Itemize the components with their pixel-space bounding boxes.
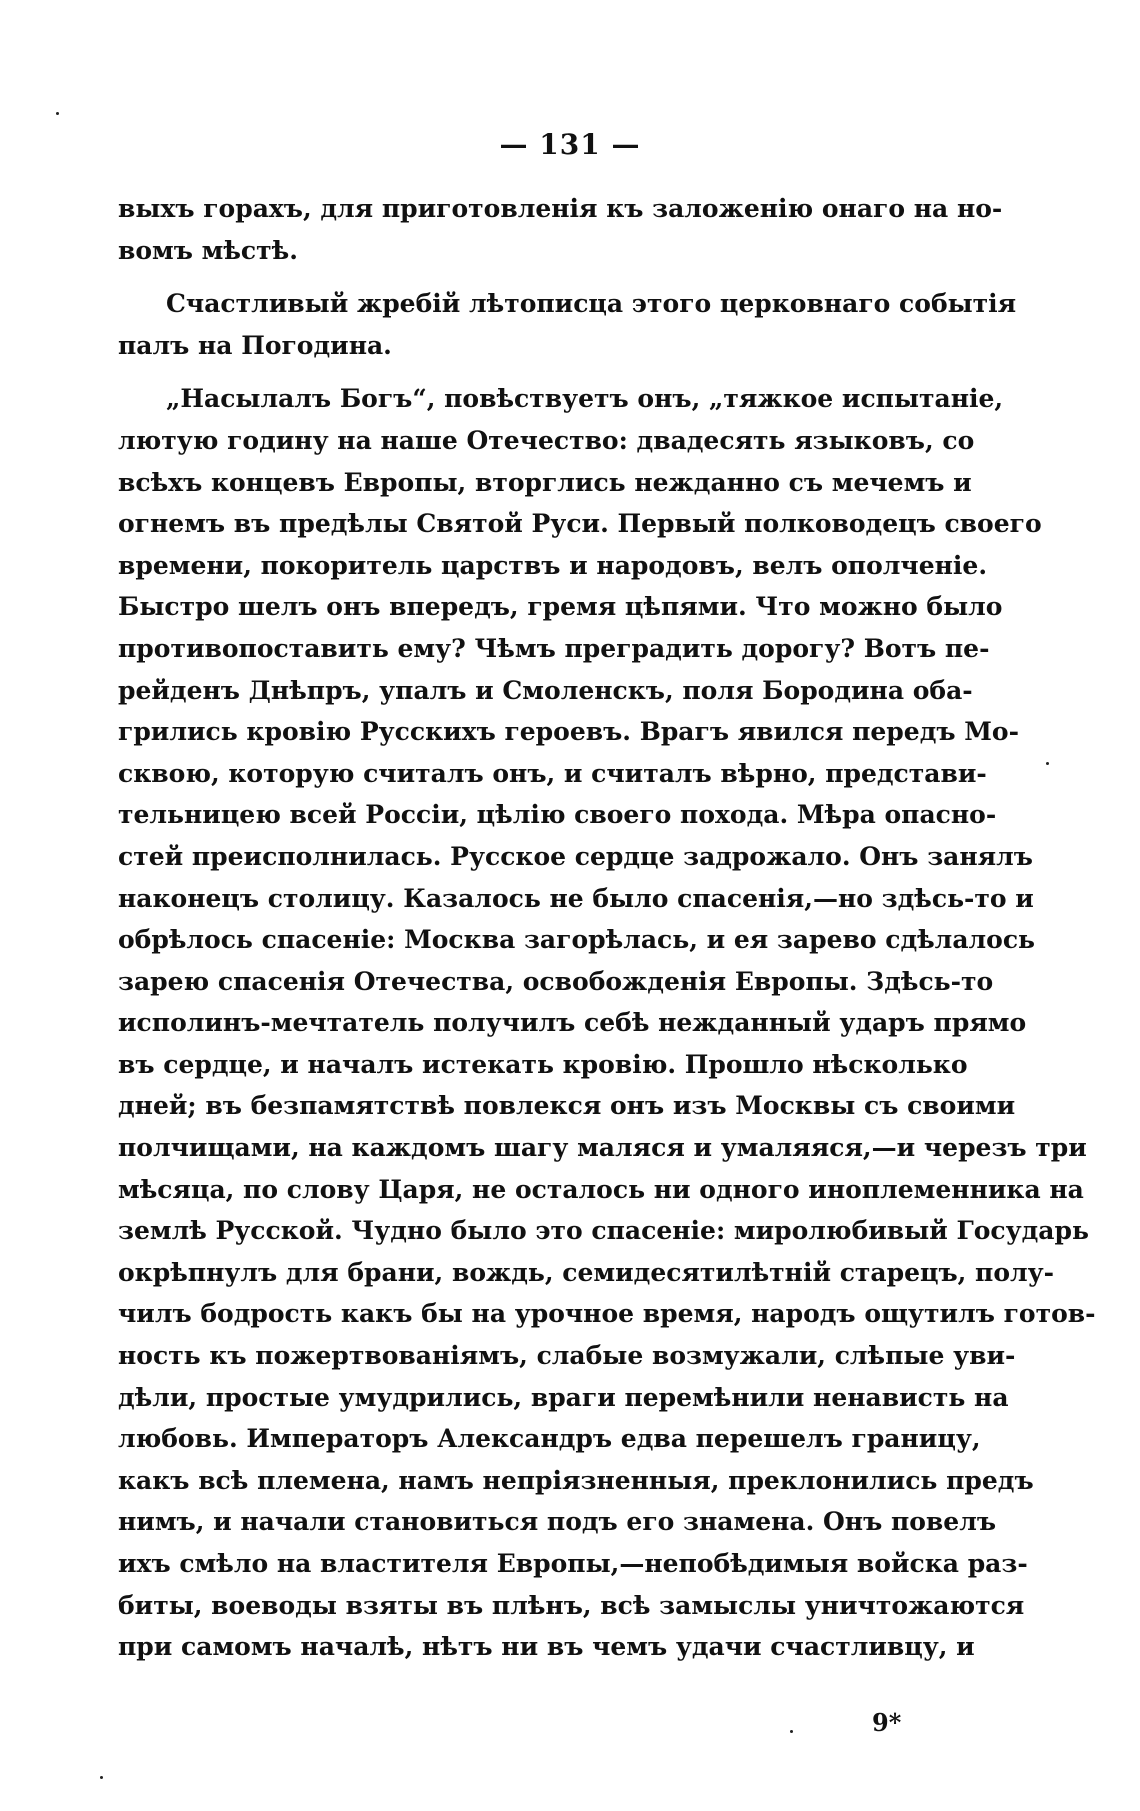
text-line: какъ всѣ племена, намъ непріязненныя, преклонились предъ	[118, 1465, 1034, 1495]
text-line: времени, покоритель царствъ и народовъ, велъ ополченіе.	[118, 550, 988, 580]
text-line: вомъ мѣстѣ.	[118, 235, 298, 265]
text-line: дѣли, простые умудрились, враги перемѣнили ненависть на	[118, 1382, 1009, 1412]
text-line: палъ на Погодина.	[118, 330, 392, 360]
text-line: рейденъ Днѣпръ, упалъ и Смоленскъ, поля Бородина оба-	[118, 675, 973, 705]
text-line: обрѣлось спасеніе: Москва загорѣлась, и ея зарево сдѣлалось	[118, 925, 1036, 955]
scan-speck	[100, 1776, 103, 1779]
text-line: сквою, которую считалъ онъ, и считалъ вѣрно, представи-	[118, 758, 987, 788]
text-line: лютую годину на наше Отечество: двадесять языковъ, со	[118, 425, 975, 455]
scan-speck	[1046, 762, 1049, 765]
body-text	[118, 188, 1096, 1668]
text-line: тельницею всей Россіи, цѣлію своего похода. Мѣра опасно-	[118, 800, 997, 830]
text-line: окрѣпнулъ для брани, вождь, семидесятилѣтній старецъ, полу-	[118, 1257, 1055, 1287]
text-line: ность къ пожертвованіямъ, слабые возмужали, слѣпые уви-	[118, 1341, 1016, 1371]
text-line: зарею спасенія Отечества, освобожденія Европы. Здѣсь-то	[118, 966, 994, 996]
text-line: „Насылалъ Богъ“, повѣствуетъ онъ, „тяжкое испытаніе,	[166, 384, 1004, 414]
text-line: нимъ, и начали становиться подъ его знамена. Онъ повелъ	[118, 1507, 997, 1537]
page-number: — 131 —	[499, 128, 641, 161]
scan-speck	[56, 112, 59, 115]
text-line: всѣхъ концевъ Европы, вторглись нежданно съ мечемъ и	[118, 467, 972, 497]
text-line: при самомъ началѣ, нѣтъ ни въ чемъ удачи счастливцу, и	[118, 1632, 975, 1662]
text-line: Быстро шелъ онъ впередъ, гремя цѣпями. Что можно было	[118, 592, 1003, 622]
text-line: исполинъ-мечтатель получилъ себѣ нежданный ударъ прямо	[118, 1008, 1027, 1038]
text-line: выхъ горахъ, для приготовленія къ заложенію онаго на но-	[118, 194, 1003, 223]
text-line: въ сердце, и началъ истекать кровію. Прошло нѣсколько	[118, 1049, 968, 1079]
text-line: биты, воеводы взяты въ плѣнъ, всѣ замыслы уничтожаются	[118, 1590, 1025, 1620]
text-line: стей преисполнилась. Русское сердце задрожало. Онъ занялъ	[118, 841, 1033, 871]
text-line: огнемъ въ предѣлы Святой Руси. Первый полководецъ своего	[118, 509, 1042, 539]
text-line: грились кровію Русскихъ героевъ. Врагъ явился передъ Мо-	[118, 717, 1019, 747]
text-line: чилъ бодрость какъ бы на урочное время, народъ ощутилъ готов-	[118, 1299, 1096, 1329]
text-line: дней; въ безпамятствѣ повлекся онъ изъ Москвы съ своими	[118, 1091, 1016, 1121]
text-line: ихъ смѣло на властителя Европы,—непобѣдимыя войска раз-	[118, 1549, 1028, 1578]
text-line: наконецъ столицу. Казалось не было спасенія,—но здѣсь-то и	[118, 883, 1034, 913]
text-line: землѣ Русской. Чудно было это спасеніе: миролюбивый Государь	[118, 1216, 1089, 1246]
scan-speck	[790, 1730, 793, 1733]
text-line: полчищами, на каждомъ шагу маляся и умаляяся,—и черезъ три	[118, 1133, 1087, 1163]
text-line: мѣсяца, по слову Царя, не осталось ни одного иноплеменника на	[118, 1174, 1084, 1204]
text-line: противопоставить ему? Чѣмъ преградить дорогу? Вотъ пе-	[118, 633, 990, 663]
signature-mark: 9*	[872, 1708, 902, 1737]
text-line: Счастливый жребій лѣтописца этого церковнаго событія	[166, 289, 1017, 319]
text-line: любовь. Императоръ Александръ едва перешелъ границу,	[118, 1424, 981, 1454]
